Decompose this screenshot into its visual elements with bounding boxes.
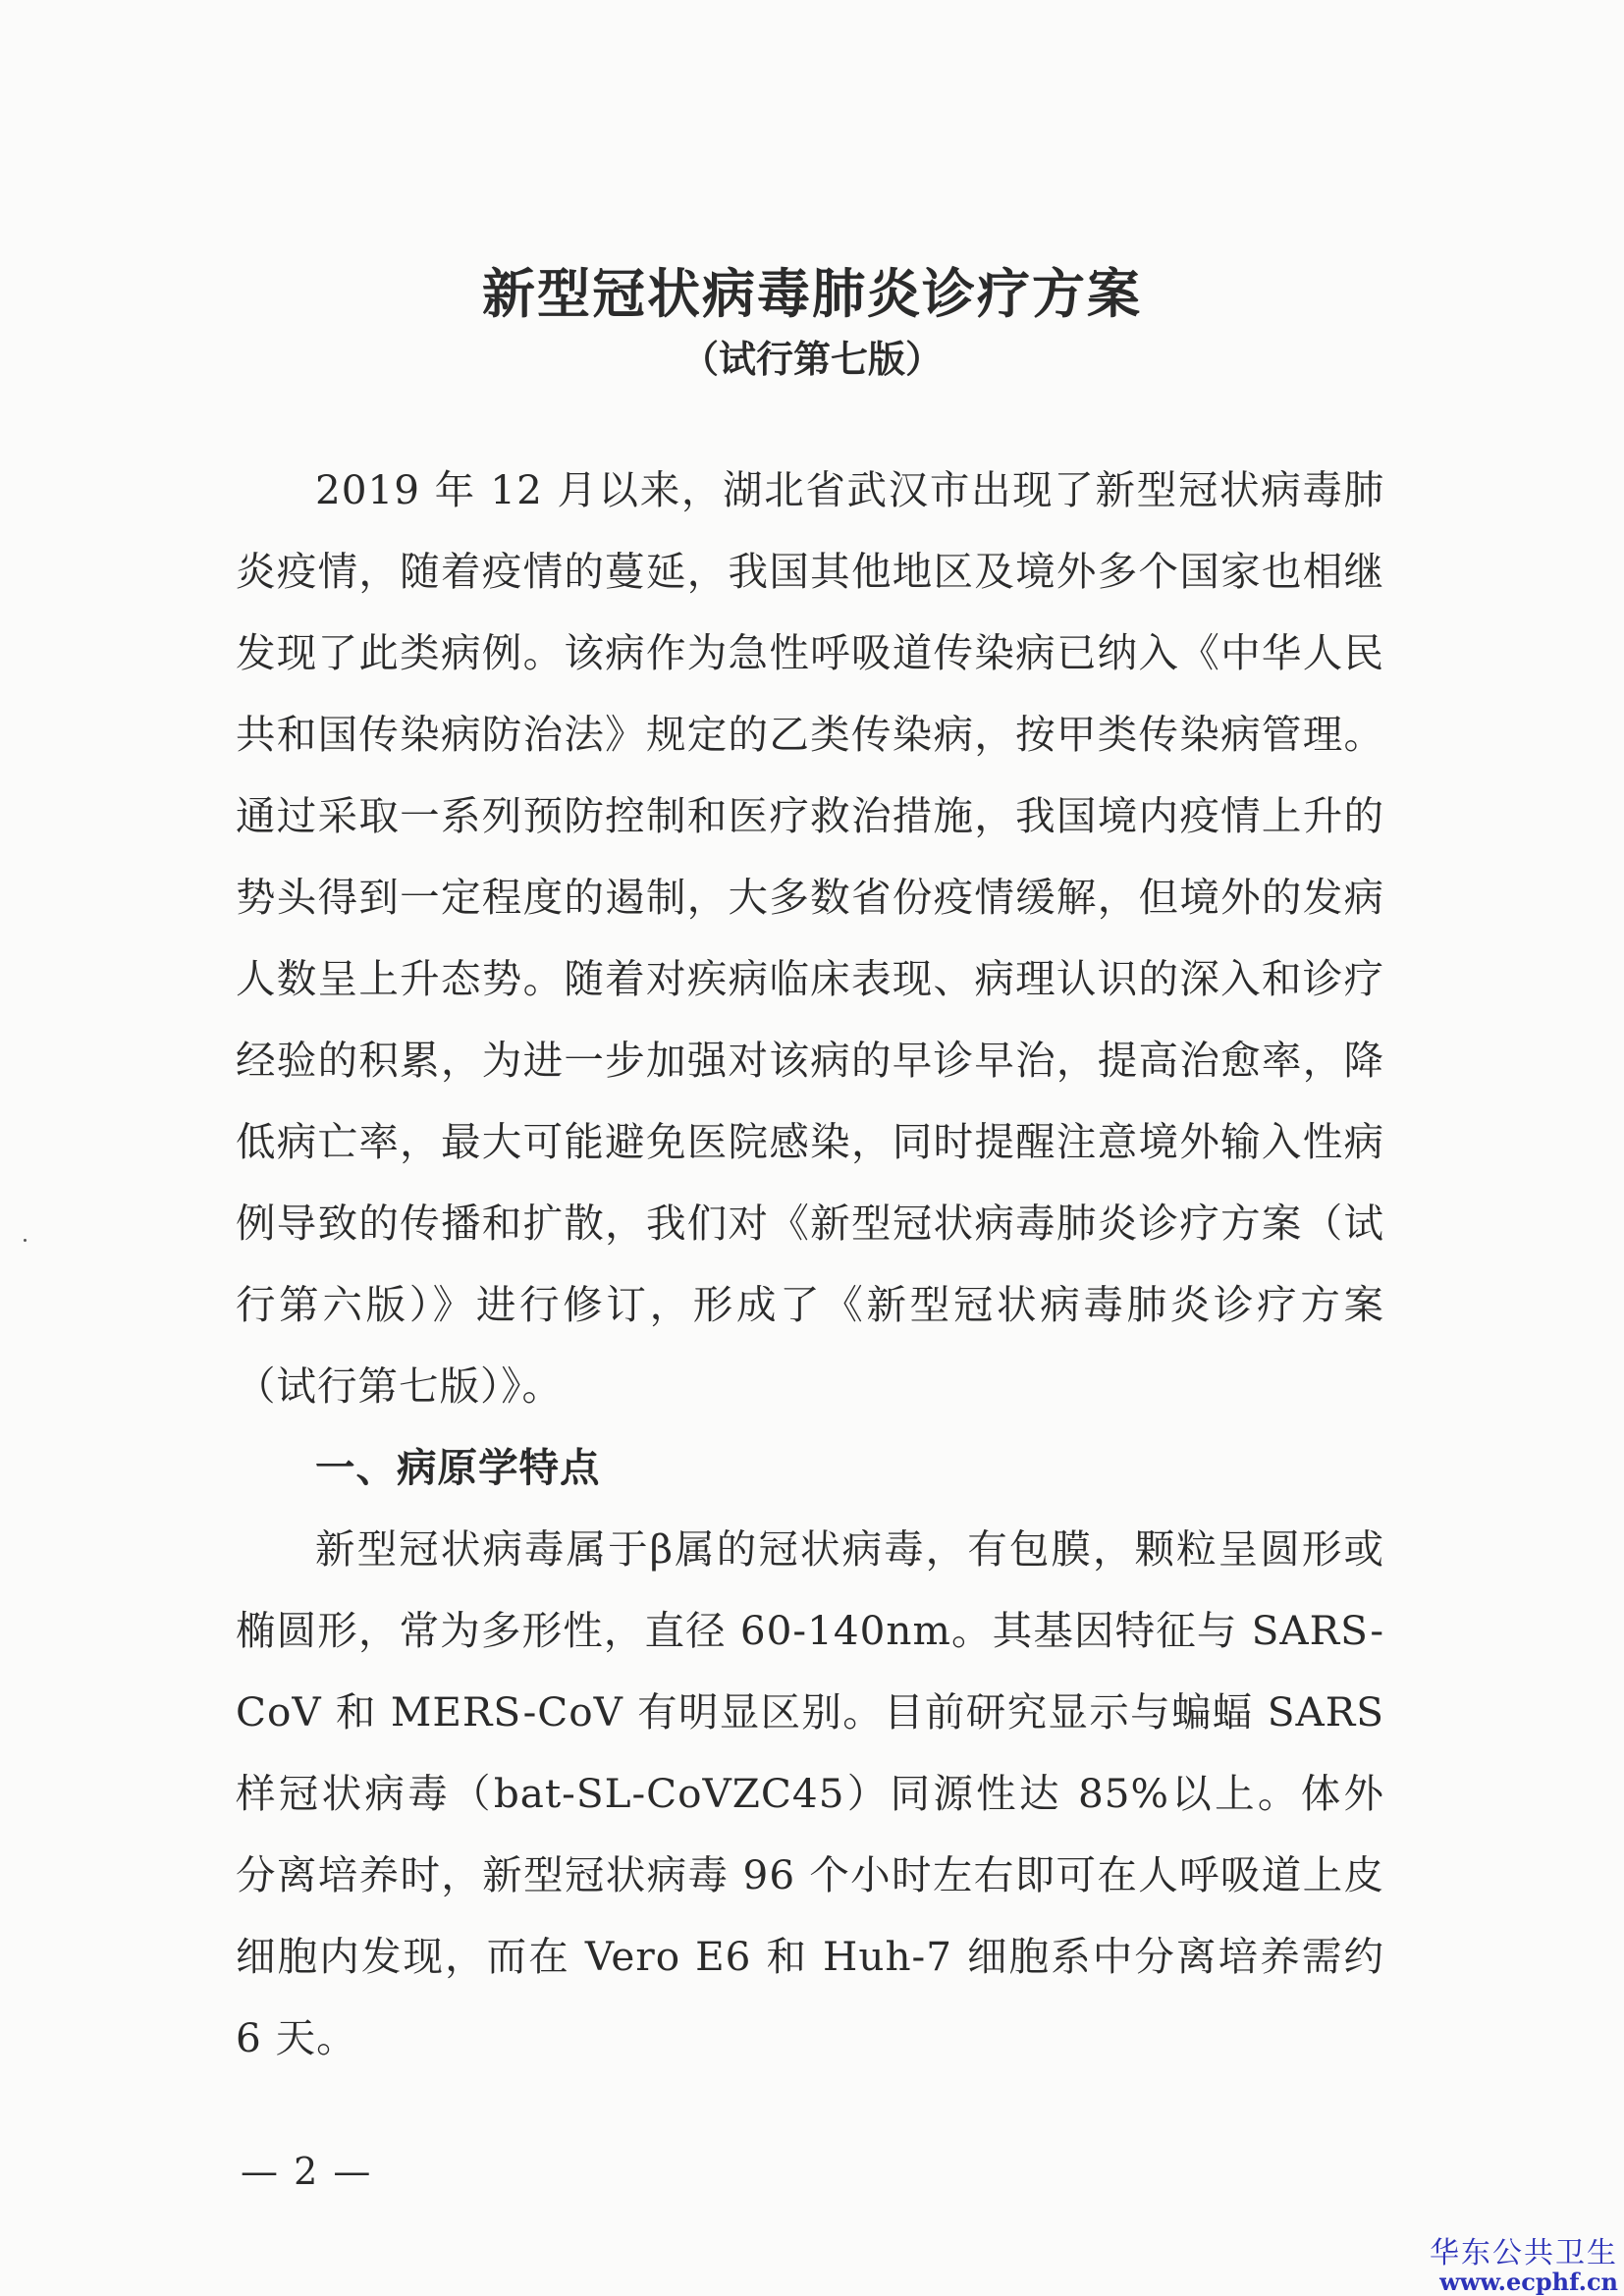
watermark-name: 华东公共卫生 xyxy=(1430,2236,1618,2270)
section-paragraph: 新型冠状病毒属于β属的冠状病毒，有包膜，颗粒呈圆形或椭圆形，常为多形性，直径 60-140nm。其基因特征与 SARS-CoV 和 MERS-CoV 有明显区别。目前研究显示与蝙蝠 SARS 样冠状病毒（bat-SL-CoVZC45）同源性达 85%以上。体外分离培养时，新型冠状病毒 96 个小时左右即可在人呼吸道上皮细胞内发现，而在 Vero E6 和 Huh-7 细胞系中分离培养需约 6 天。 xyxy=(236,1525,1384,2061)
scan-speck xyxy=(24,1239,27,1242)
section-heading: 一、病原学特点 xyxy=(315,1444,601,1491)
intro-paragraph: 2019 年 12 月以来，湖北省武汉市出现了新型冠状病毒肺炎疫情，随着疫情的蔓延，我国其他地区及境外多个国家也相继发现了此类病例。该病作为急性呼吸道传染病已纳入《中华人民共和国传染病防治法》规定的乙类传染病，按甲类传染病管理。通过采取一系列预防控制和医疗救治措施，我国境内疫情上升的势头得到一定程度的遏制，大多数省份疫情缓解，但境外的发病人数呈上升态势。随着对疾病临床表现、病理认识的深入和诊疗经验的积累，为进一步加强对该病的早诊早治，提高治愈率，降低病亡率，最大可能避免医院感染，同时提醒注意境外输入性病例导致的传播和扩散，我们对《新型冠状病毒肺炎诊疗方案（试行第六版）》进行修订，形成了《新型冠状病毒肺炎诊疗方案（试行第七版）》。 xyxy=(236,466,1384,1410)
document-body xyxy=(236,450,1384,2079)
document-subtitle: （试行第七版） xyxy=(680,338,943,381)
page-number: — 2 — xyxy=(241,2150,373,2193)
document-title: 新型冠状病毒肺炎诊疗方案 xyxy=(482,263,1142,325)
watermark xyxy=(1430,2238,1618,2294)
watermark-url: www.ecphf.cn xyxy=(1439,2267,1618,2296)
